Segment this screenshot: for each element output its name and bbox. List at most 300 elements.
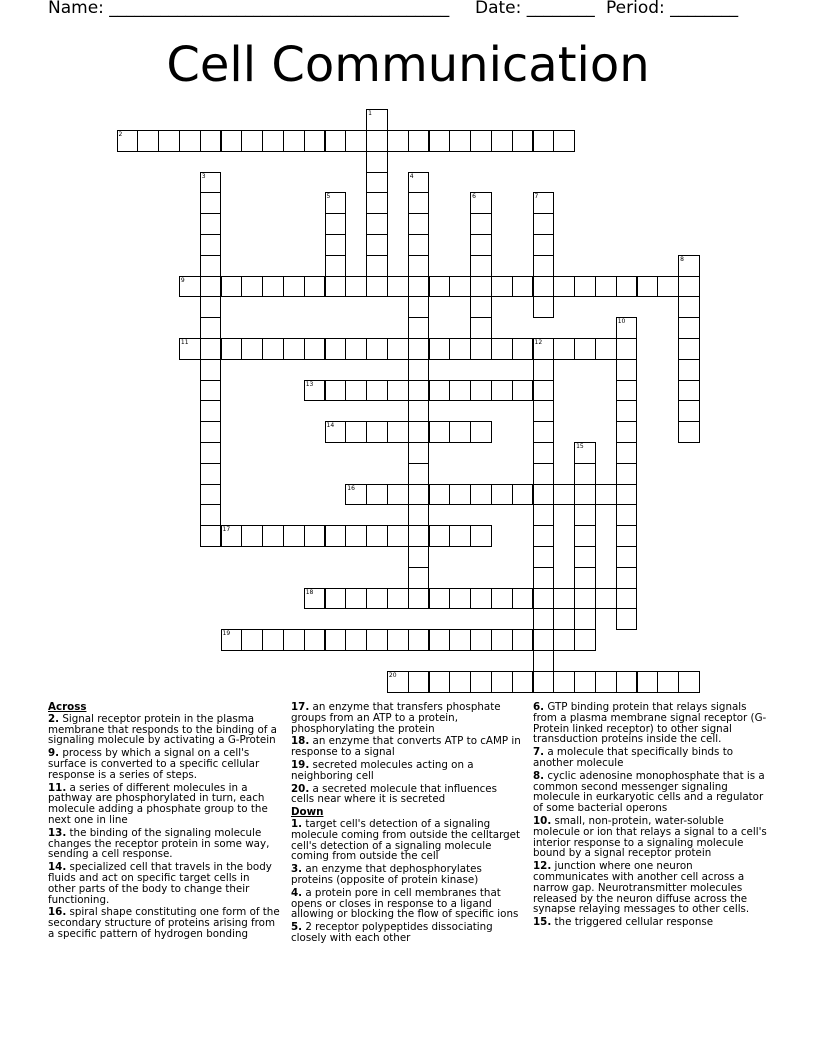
crossword-cell[interactable] bbox=[595, 338, 617, 360]
crossword-cell[interactable] bbox=[533, 234, 555, 256]
crossword-cell[interactable] bbox=[637, 276, 659, 298]
crossword-cell[interactable] bbox=[325, 629, 347, 651]
crossword-cell[interactable] bbox=[595, 588, 617, 610]
crossword-cell[interactable] bbox=[325, 380, 347, 402]
crossword-cell[interactable] bbox=[408, 130, 430, 152]
crossword-cell[interactable] bbox=[574, 629, 596, 651]
crossword-cell[interactable] bbox=[470, 192, 492, 214]
down-clue bbox=[533, 747, 771, 769]
crossword-cell[interactable] bbox=[574, 588, 596, 610]
crossword-cell[interactable] bbox=[533, 380, 555, 402]
crossword-cell[interactable] bbox=[325, 421, 347, 443]
crossword-cell[interactable] bbox=[137, 130, 159, 152]
crossword-cell[interactable] bbox=[533, 213, 555, 235]
crossword-cell[interactable] bbox=[512, 276, 534, 298]
crossword-cell[interactable] bbox=[553, 276, 575, 298]
crossword-cell[interactable] bbox=[470, 338, 492, 360]
crossword-cell[interactable] bbox=[408, 213, 430, 235]
clue-start-number: 6 bbox=[472, 193, 476, 201]
crossword-cell[interactable] bbox=[408, 380, 430, 402]
crossword-cell[interactable] bbox=[574, 671, 596, 693]
crossword-cell[interactable] bbox=[325, 192, 347, 214]
clue-number: 19. bbox=[291, 758, 310, 771]
crossword-cell[interactable] bbox=[449, 525, 471, 547]
crossword-cell[interactable] bbox=[408, 463, 430, 485]
crossword-cell[interactable] bbox=[366, 213, 388, 235]
crossword-cell[interactable] bbox=[387, 380, 409, 402]
crossword-cell[interactable] bbox=[553, 130, 575, 152]
crossword-cell[interactable] bbox=[491, 338, 513, 360]
crossword-cell[interactable] bbox=[533, 338, 555, 360]
clue-start-number: 2 bbox=[118, 131, 123, 138]
crossword-cell[interactable] bbox=[200, 172, 222, 194]
crossword-cell[interactable] bbox=[408, 234, 430, 256]
crossword-cell[interactable] bbox=[408, 504, 430, 526]
crossword-cell[interactable] bbox=[574, 276, 596, 298]
crossword-cell[interactable] bbox=[179, 276, 201, 298]
crossword-cell[interactable] bbox=[387, 588, 409, 610]
crossword-cell[interactable] bbox=[533, 255, 555, 277]
crossword-cell[interactable] bbox=[200, 234, 222, 256]
crossword-cell[interactable] bbox=[533, 588, 555, 610]
crossword-cell[interactable] bbox=[491, 588, 513, 610]
crossword-cell[interactable] bbox=[200, 192, 222, 214]
down-clue bbox=[291, 864, 523, 886]
crossword-cell[interactable] bbox=[179, 130, 201, 152]
crossword-cell[interactable] bbox=[366, 421, 388, 443]
crossword-cell[interactable] bbox=[283, 276, 305, 298]
crossword-cell[interactable] bbox=[678, 276, 700, 298]
crossword-cell[interactable] bbox=[470, 421, 492, 443]
crossword-cell[interactable] bbox=[387, 525, 409, 547]
crossword-cell[interactable] bbox=[449, 380, 471, 402]
down-clue bbox=[533, 771, 771, 814]
crossword-cell[interactable] bbox=[408, 296, 430, 318]
crossword-cell[interactable] bbox=[200, 276, 222, 298]
crossword-cell[interactable] bbox=[304, 629, 326, 651]
down-heading: Down bbox=[291, 806, 324, 819]
crossword-cell[interactable] bbox=[574, 442, 596, 464]
crossword-cell[interactable] bbox=[533, 463, 555, 485]
crossword-cell[interactable] bbox=[408, 338, 430, 360]
crossword-cell[interactable] bbox=[345, 338, 367, 360]
crossword-cell[interactable] bbox=[366, 172, 388, 194]
clue-text: cyclic adenosine monophosphate that is a common second messenger signaling molecule in eurkaryotic cells and a regulator of some bacterial operons bbox=[533, 769, 765, 815]
crossword-cell[interactable] bbox=[366, 484, 388, 506]
crossword-cell[interactable] bbox=[470, 130, 492, 152]
crossword-cell[interactable] bbox=[200, 421, 222, 443]
crossword-cell[interactable] bbox=[574, 567, 596, 589]
crossword-cell[interactable] bbox=[200, 359, 222, 381]
crossword-cell[interactable] bbox=[429, 629, 451, 651]
crossword-cell[interactable] bbox=[345, 484, 367, 506]
crossword-cell[interactable] bbox=[200, 296, 222, 318]
crossword-cell[interactable] bbox=[657, 276, 679, 298]
crossword-cell[interactable] bbox=[325, 588, 347, 610]
crossword-cell[interactable] bbox=[408, 442, 430, 464]
crossword-cell[interactable] bbox=[616, 588, 638, 610]
crossword-cell[interactable] bbox=[408, 421, 430, 443]
crossword-cell[interactable] bbox=[221, 629, 243, 651]
crossword-cell[interactable] bbox=[200, 400, 222, 422]
crossword-cell[interactable] bbox=[678, 359, 700, 381]
crossword-cell[interactable] bbox=[429, 130, 451, 152]
clue-start-number: 20 bbox=[388, 671, 397, 679]
crossword-cell[interactable] bbox=[533, 359, 555, 381]
crossword-cell[interactable] bbox=[616, 421, 638, 443]
crossword-cell[interactable] bbox=[366, 380, 388, 402]
crossword-cell[interactable] bbox=[241, 130, 263, 152]
crossword-cell[interactable] bbox=[470, 588, 492, 610]
crossword-cell[interactable] bbox=[574, 484, 596, 506]
crossword-cell[interactable] bbox=[449, 276, 471, 298]
crossword-cell[interactable] bbox=[470, 276, 492, 298]
crossword-cell[interactable] bbox=[553, 588, 575, 610]
clue-text: junction where one neuron communicates with another cell across a narrow gap. Neurotransmitter molecules released by the neuron diffuse across the synapse relaying messages to other cells. bbox=[533, 860, 750, 916]
crossword-cell[interactable] bbox=[325, 130, 347, 152]
clue-text: a protein pore in cell membranes that opens or closes in response to a ligand allowing or blocking the flow of specific ions bbox=[291, 886, 519, 921]
crossword-cell[interactable] bbox=[345, 421, 367, 443]
crossword-cell[interactable] bbox=[408, 192, 430, 214]
clue-text: spiral shape constituting one form of the secondary structure of proteins arising from a specific pattern of hydrogen bonding bbox=[48, 906, 280, 940]
crossword-cell[interactable] bbox=[616, 484, 638, 506]
crossword-cell[interactable] bbox=[678, 338, 700, 360]
crossword-cell[interactable] bbox=[325, 234, 347, 256]
clue-text: a molecule that specifically binds to another molecule bbox=[533, 746, 734, 769]
crossword-cell[interactable] bbox=[657, 671, 679, 693]
crossword-cell[interactable] bbox=[366, 276, 388, 298]
crossword-cell[interactable] bbox=[283, 130, 305, 152]
crossword-cell[interactable] bbox=[429, 380, 451, 402]
crossword-cell[interactable] bbox=[325, 255, 347, 277]
crossword-cell[interactable] bbox=[325, 276, 347, 298]
down-clue bbox=[533, 702, 771, 745]
clue-number: 13. bbox=[48, 826, 67, 839]
clue-number: 2. bbox=[48, 712, 60, 725]
crossword-cell[interactable] bbox=[491, 130, 513, 152]
crossword-cell[interactable] bbox=[408, 588, 430, 610]
crossword-cell[interactable] bbox=[470, 296, 492, 318]
crossword-cell[interactable] bbox=[345, 380, 367, 402]
crossword-cell[interactable] bbox=[158, 130, 180, 152]
page-title: Cell Communication bbox=[166, 37, 650, 93]
crossword-cell[interactable] bbox=[512, 380, 534, 402]
crossword-cell[interactable] bbox=[408, 359, 430, 381]
crossword-cell[interactable] bbox=[345, 130, 367, 152]
crossword-cell[interactable] bbox=[449, 338, 471, 360]
crossword-cell[interactable] bbox=[241, 525, 263, 547]
crossword-cell[interactable] bbox=[470, 484, 492, 506]
crossword-cell[interactable] bbox=[616, 400, 638, 422]
crossword-cell[interactable] bbox=[449, 484, 471, 506]
crossword-cell[interactable] bbox=[408, 546, 430, 568]
crossword-cell[interactable] bbox=[574, 546, 596, 568]
crossword-cell[interactable] bbox=[616, 546, 638, 568]
crossword-cell[interactable] bbox=[325, 213, 347, 235]
crossword-cell[interactable] bbox=[408, 567, 430, 589]
crossword-cell[interactable] bbox=[304, 276, 326, 298]
crossword-cell[interactable] bbox=[387, 671, 409, 693]
crossword-cell[interactable] bbox=[241, 338, 263, 360]
crossword-cell[interactable] bbox=[304, 338, 326, 360]
down-clue bbox=[533, 917, 771, 928]
crossword-cell[interactable] bbox=[616, 359, 638, 381]
clue-start-number: 16 bbox=[347, 484, 355, 492]
crossword-cell[interactable] bbox=[533, 442, 555, 464]
crossword-cell[interactable] bbox=[574, 463, 596, 485]
crossword-cell[interactable] bbox=[616, 380, 638, 402]
crossword-cell[interactable] bbox=[200, 525, 222, 547]
crossword-cell[interactable] bbox=[595, 276, 617, 298]
crossword-cell[interactable] bbox=[470, 525, 492, 547]
crossword-cell[interactable] bbox=[678, 317, 700, 339]
crossword-cell[interactable] bbox=[533, 504, 555, 526]
crossword-cell[interactable] bbox=[200, 255, 222, 277]
crossword-cell[interactable] bbox=[470, 255, 492, 277]
crossword-cell[interactable] bbox=[429, 525, 451, 547]
crossword-cell[interactable] bbox=[429, 421, 451, 443]
crossword-cell[interactable] bbox=[470, 380, 492, 402]
crossword-cell[interactable] bbox=[241, 629, 263, 651]
crossword-cell[interactable] bbox=[200, 317, 222, 339]
crossword-cell[interactable] bbox=[470, 234, 492, 256]
crossword-cell[interactable] bbox=[408, 400, 430, 422]
crossword-cell[interactable] bbox=[408, 629, 430, 651]
crossword-cell[interactable] bbox=[304, 525, 326, 547]
crossword-cell[interactable] bbox=[678, 671, 700, 693]
crossword-cell[interactable] bbox=[221, 130, 243, 152]
crossword-cell[interactable] bbox=[366, 192, 388, 214]
crossword-cell[interactable] bbox=[533, 276, 555, 298]
crossword-cell[interactable] bbox=[616, 525, 638, 547]
crossword-cell[interactable] bbox=[533, 546, 555, 568]
clues-column-2 bbox=[291, 702, 523, 946]
name-field[interactable]: Name: ________________________________________ bbox=[48, 0, 450, 18]
crossword-cell[interactable] bbox=[616, 463, 638, 485]
crossword-cell[interactable] bbox=[533, 296, 555, 318]
crossword-cell[interactable] bbox=[221, 276, 243, 298]
clue-text: an enzyme that transfers phosphate groups from an ATP to a protein, phosphorylating the protein bbox=[291, 701, 501, 735]
across-clue bbox=[48, 783, 280, 826]
clue-start-number: 11 bbox=[180, 339, 189, 346]
crossword-cell[interactable] bbox=[262, 525, 284, 547]
crossword-cell[interactable] bbox=[366, 255, 388, 277]
crossword-cell[interactable] bbox=[325, 525, 347, 547]
crossword-cell[interactable] bbox=[387, 338, 409, 360]
crossword-cell[interactable] bbox=[387, 484, 409, 506]
crossword-cell[interactable] bbox=[200, 463, 222, 485]
crossword-cell[interactable] bbox=[533, 608, 555, 630]
crossword-cell[interactable] bbox=[491, 629, 513, 651]
crossword-cell[interactable] bbox=[449, 629, 471, 651]
crossword-cell[interactable] bbox=[200, 442, 222, 464]
crossword-cell[interactable] bbox=[200, 504, 222, 526]
crossword-cell[interactable] bbox=[304, 588, 326, 610]
crossword-cell[interactable] bbox=[470, 629, 492, 651]
crossword-cell[interactable] bbox=[512, 338, 534, 360]
crossword-cell[interactable] bbox=[491, 671, 513, 693]
crossword-cell[interactable] bbox=[408, 484, 430, 506]
crossword-cell[interactable] bbox=[179, 338, 201, 360]
clue-text: Signal receptor protein in the plasma membrane that responds to the binding of a signaling molecule by activating a G-Protein bbox=[48, 712, 277, 747]
crossword-cell[interactable] bbox=[512, 629, 534, 651]
clue-number: 18. bbox=[291, 735, 310, 748]
crossword-cell[interactable] bbox=[449, 588, 471, 610]
crossword-cell[interactable] bbox=[408, 276, 430, 298]
crossword-cell[interactable] bbox=[366, 525, 388, 547]
crossword-cell[interactable] bbox=[429, 338, 451, 360]
crossword-cell[interactable] bbox=[533, 192, 555, 214]
crossword-cell[interactable] bbox=[512, 484, 534, 506]
crossword-cell[interactable] bbox=[408, 671, 430, 693]
crossword-cell[interactable] bbox=[574, 525, 596, 547]
crossword-cell[interactable] bbox=[283, 629, 305, 651]
crossword-cell[interactable] bbox=[429, 484, 451, 506]
crossword-cell[interactable] bbox=[366, 151, 388, 173]
crossword-cell[interactable] bbox=[408, 255, 430, 277]
crossword-cell[interactable] bbox=[616, 671, 638, 693]
crossword-cell[interactable] bbox=[262, 276, 284, 298]
crossword-cell[interactable] bbox=[262, 338, 284, 360]
crossword-cell[interactable] bbox=[200, 380, 222, 402]
crossword-cell[interactable] bbox=[262, 629, 284, 651]
crossword-cell[interactable] bbox=[678, 421, 700, 443]
crossword-cell[interactable] bbox=[200, 213, 222, 235]
clue-start-number: 4 bbox=[409, 172, 414, 180]
crossword-cell[interactable] bbox=[449, 671, 471, 693]
crossword-cell[interactable] bbox=[491, 276, 513, 298]
crossword-cell[interactable] bbox=[429, 671, 451, 693]
clue-start-number: 17 bbox=[222, 526, 231, 534]
crossword-cell[interactable] bbox=[678, 380, 700, 402]
crossword-cell[interactable] bbox=[616, 317, 638, 339]
crossword-cell[interactable] bbox=[241, 276, 263, 298]
clues-column-3 bbox=[533, 702, 771, 930]
crossword-cell[interactable] bbox=[616, 567, 638, 589]
crossword-cell[interactable] bbox=[533, 629, 555, 651]
clue-text: the triggered cellular response bbox=[551, 916, 714, 929]
crossword-cell[interactable] bbox=[283, 338, 305, 360]
crossword-cell[interactable] bbox=[408, 525, 430, 547]
crossword-cell[interactable] bbox=[574, 338, 596, 360]
crossword-cell[interactable] bbox=[678, 400, 700, 422]
crossword-cell[interactable] bbox=[553, 671, 575, 693]
crossword-cell[interactable] bbox=[574, 504, 596, 526]
clue-text: secreted molecules acting on a neighboring cell bbox=[291, 758, 474, 782]
crossword-cell[interactable] bbox=[533, 650, 555, 672]
across-clue bbox=[48, 714, 280, 746]
crossword-cell[interactable] bbox=[304, 380, 326, 402]
crossword-cell[interactable] bbox=[449, 421, 471, 443]
crossword-cell[interactable] bbox=[366, 629, 388, 651]
crossword-cell[interactable] bbox=[616, 504, 638, 526]
period-field[interactable]: Period: ________ bbox=[606, 0, 739, 18]
crossword-cell[interactable] bbox=[429, 276, 451, 298]
crossword-cell[interactable] bbox=[262, 130, 284, 152]
crossword-cell[interactable] bbox=[366, 338, 388, 360]
crossword-cell[interactable] bbox=[533, 567, 555, 589]
crossword-cell[interactable] bbox=[345, 629, 367, 651]
crossword-cell[interactable] bbox=[200, 484, 222, 506]
down-clue bbox=[533, 816, 771, 859]
crossword-cell[interactable] bbox=[470, 317, 492, 339]
crossword-cell[interactable] bbox=[345, 276, 367, 298]
clue-text: GTP binding protein that relays signals from a plasma membrane signal receptor (G-Protein linked receptor) to other signal transduction proteins inside the cell. bbox=[533, 701, 767, 746]
crossword-cell[interactable] bbox=[574, 608, 596, 630]
clue-number: 11. bbox=[48, 781, 67, 794]
crossword-cell[interactable] bbox=[553, 484, 575, 506]
clue-start-number: 14 bbox=[326, 422, 335, 430]
crossword-cell[interactable] bbox=[221, 338, 243, 360]
crossword-cell[interactable] bbox=[533, 130, 555, 152]
crossword-cell[interactable] bbox=[408, 172, 430, 194]
crossword-cell[interactable] bbox=[491, 484, 513, 506]
crossword-cell[interactable] bbox=[512, 588, 534, 610]
crossword-cell[interactable] bbox=[449, 130, 471, 152]
clue-text: the binding of the signaling molecule changes the receptor protein in some way, sending a cell response. bbox=[48, 826, 270, 861]
crossword-cell[interactable] bbox=[200, 338, 222, 360]
clue-start-number: 15 bbox=[576, 443, 584, 450]
crossword-cell[interactable] bbox=[470, 671, 492, 693]
crossword-cell[interactable] bbox=[325, 338, 347, 360]
crossword-cell[interactable] bbox=[366, 109, 388, 131]
crossword-cell[interactable] bbox=[616, 338, 638, 360]
crossword-cell[interactable] bbox=[366, 234, 388, 256]
crossword-cell[interactable] bbox=[553, 629, 575, 651]
crossword-cell[interactable] bbox=[533, 421, 555, 443]
clue-start-number: 3 bbox=[201, 172, 206, 180]
crossword-cell[interactable] bbox=[616, 442, 638, 464]
crossword-cell[interactable] bbox=[553, 338, 575, 360]
crossword-cell[interactable] bbox=[345, 588, 367, 610]
crossword-cell[interactable] bbox=[304, 130, 326, 152]
crossword-cell[interactable] bbox=[616, 276, 638, 298]
crossword-cell[interactable] bbox=[387, 629, 409, 651]
crossword-cell[interactable] bbox=[512, 130, 534, 152]
clue-number: 17. bbox=[291, 701, 310, 713]
crossword-cell[interactable] bbox=[637, 671, 659, 693]
crossword-cell[interactable] bbox=[408, 317, 430, 339]
crossword-cell[interactable] bbox=[387, 130, 409, 152]
clue-text: small, non-protein, water-soluble molecule or ion that relays a signal to a cell's interior response to a signaling molecule bound by a signal receptor protein bbox=[533, 814, 767, 860]
crossword-cell[interactable] bbox=[366, 588, 388, 610]
crossword-cell[interactable] bbox=[533, 671, 555, 693]
crossword-cell[interactable] bbox=[221, 525, 243, 547]
clue-start-number: 8 bbox=[680, 255, 684, 263]
crossword-cell[interactable] bbox=[366, 130, 388, 152]
crossword-cell[interactable] bbox=[470, 213, 492, 235]
crossword-cell[interactable] bbox=[512, 671, 534, 693]
date-field[interactable]: Date: ________ bbox=[475, 0, 595, 18]
crossword-cell[interactable] bbox=[117, 130, 139, 152]
clue-start-number: 19 bbox=[222, 630, 231, 638]
crossword-cell[interactable] bbox=[616, 608, 638, 630]
crossword-cell[interactable] bbox=[283, 525, 305, 547]
crossword-cell[interactable] bbox=[345, 525, 367, 547]
crossword-cell[interactable] bbox=[491, 380, 513, 402]
crossword-cell[interactable] bbox=[387, 421, 409, 443]
crossword-cell[interactable] bbox=[429, 588, 451, 610]
crossword-cell[interactable] bbox=[533, 525, 555, 547]
crossword-cell[interactable] bbox=[533, 400, 555, 422]
crossword-cell[interactable] bbox=[533, 484, 555, 506]
crossword-cell[interactable] bbox=[678, 296, 700, 318]
crossword-cell[interactable] bbox=[595, 484, 617, 506]
crossword-cell[interactable] bbox=[595, 671, 617, 693]
crossword-cell[interactable] bbox=[387, 276, 409, 298]
crossword-cell[interactable] bbox=[200, 130, 222, 152]
crossword-cell[interactable] bbox=[678, 255, 700, 277]
